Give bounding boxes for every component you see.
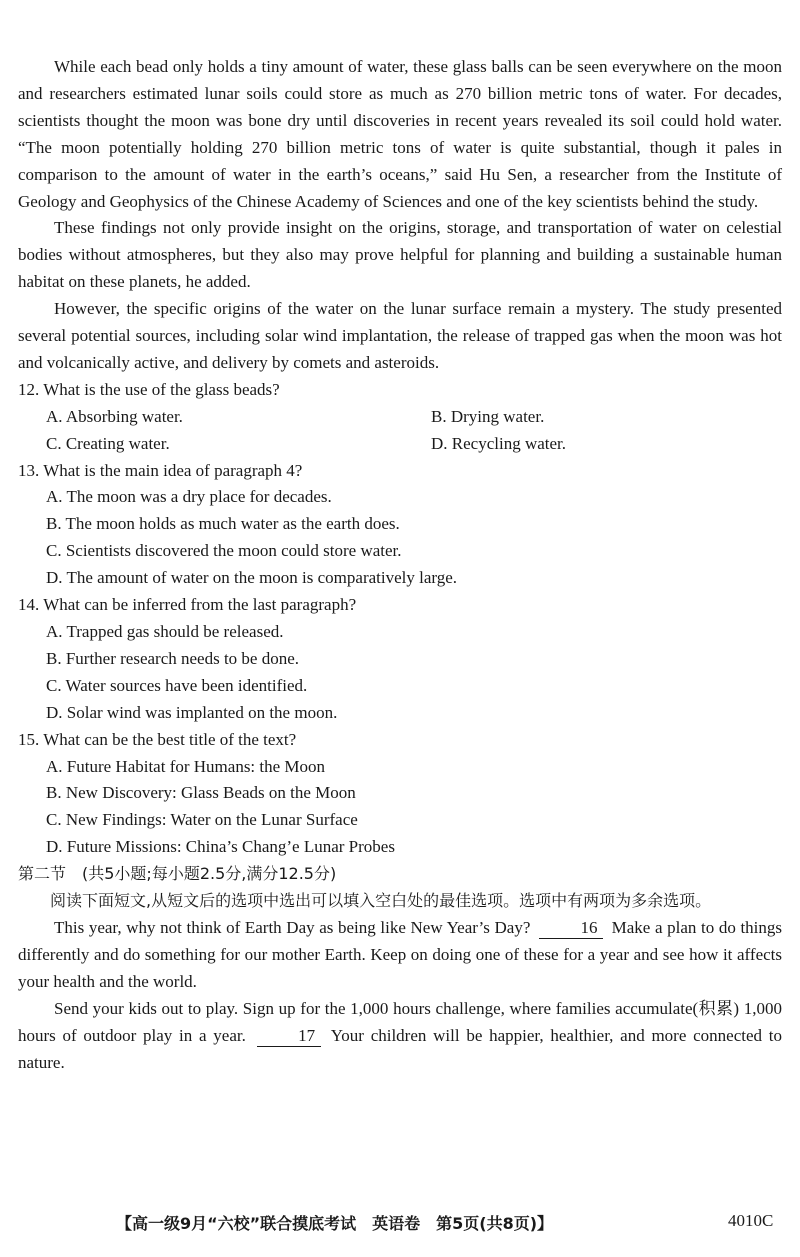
option-d: D. Recycling water.	[431, 433, 567, 453]
option-a: A. The moon was a dry place for decades.	[46, 487, 332, 507]
option-a: A. Trapped gas should be released.	[46, 622, 284, 641]
option-c: C. Creating water.	[46, 433, 170, 453]
option-c: C. Water sources have been identified.	[46, 675, 308, 695]
passage-paragraph-4: While each bead only holds a tiny amount of water, these glass balls can be seen everywhere on the moon and researchers estimated lunar soils could store as much as 270 billion metric tons of water. For decades, scientists thought the moon was bone dry until discoveries in recent years revealed its soil could hold water. “The moon potentially holding 270 billion metric tons of water is quite substantial, though it pales in comparison to the amount of water in the earth’s oceans,” said Hu Sen, a researcher from the Institute of Geology and Geophysics of the Chinese Academy of Sciences and one of the key scientists behind the study.	[18, 57, 782, 211]
option-d: D. Solar wind was implanted on the moon.	[46, 702, 338, 722]
option-row	[18, 431, 782, 458]
option-c: C. Scientists discovered the moon could store water.	[46, 541, 402, 561]
question-15	[18, 727, 782, 862]
option-b: B. New Discovery: Glass Beads on the Moon	[46, 783, 356, 803]
page-footer	[0, 1211, 800, 1237]
blank-17: 17	[257, 1026, 321, 1047]
option-a: A. Absorbing water.	[46, 406, 183, 426]
passage-paragraph-6: However, the specific origins of the water on the lunar surface remain a mystery. The study presented several potential sources, including solar wind implantation, the release of trapped gas when the moon was hot and volcanically active, and delivery by comets and asteroids.	[18, 299, 782, 372]
question-stem: 14. What can be inferred from the last paragraph?	[18, 595, 357, 615]
question-12	[18, 377, 782, 458]
question-stem: 12. What is the use of the glass beads?	[18, 379, 280, 399]
passage-paragraph-5: These findings not only provide insight on the origins, storage, and transportation of water on celestial bodies without atmospheres, but they also may prove helpful for planning and building a sustainable human habitat on these planets, he added.	[18, 218, 782, 292]
question-13	[18, 458, 782, 593]
question-stem: 15. What can be the best title of the text?	[18, 729, 297, 749]
option-d: D. The amount of water on the moon is comparatively large.	[46, 568, 458, 588]
question-stem: 13. What is the main idea of paragraph 4?	[18, 460, 303, 480]
option-b: B. Drying water.	[431, 406, 545, 426]
cloze-paragraph-1	[18, 915, 782, 996]
cloze-text: Your children will be happier, healthier, and more connected to nature.	[18, 1025, 782, 1072]
section-heading: 第二节 (共5小题;每小题2.5分,满分12.5分)	[18, 864, 337, 884]
footer-title: 【高一级9月“六校”联合摸底考试 英语卷 第5页(共8页)】	[116, 1214, 554, 1233]
cloze-text: This year, why not think of Earth Day as being like New Year’s Day?	[54, 917, 531, 937]
question-14	[18, 592, 782, 727]
option-c: C. New Findings: Water on the Lunar Surface	[46, 810, 358, 830]
footer-code: 4010C	[728, 1211, 774, 1230]
option-d: D. Future Missions: China’s Chang’e Lunar Probes	[46, 837, 395, 857]
option-b: B. The moon holds as much water as the earth does.	[46, 514, 400, 534]
cloze-text: Send your kids out to play. Sign up for the 1,000 hours challenge, where families accumulate(积累) 1,000 hours of outdoor play in a year.	[18, 998, 782, 1045]
exam-page	[18, 54, 782, 1076]
option-b: B. Further research needs to be done.	[46, 648, 300, 668]
option-row	[18, 404, 782, 431]
cloze-paragraph-2	[18, 996, 782, 1077]
option-a: A. Future Habitat for Humans: the Moon	[46, 756, 326, 776]
section-instruction: 阅读下面短文,从短文后的选项中选出可以填入空白处的最佳选项。选项中有两项为多余选项。	[50, 891, 712, 911]
blank-16: 16	[539, 918, 603, 939]
cloze-text: Make a plan to do things differently and do something for our mother Earth. Keep on doing one of these for a year and see how it affects your health and the world.	[18, 917, 783, 991]
